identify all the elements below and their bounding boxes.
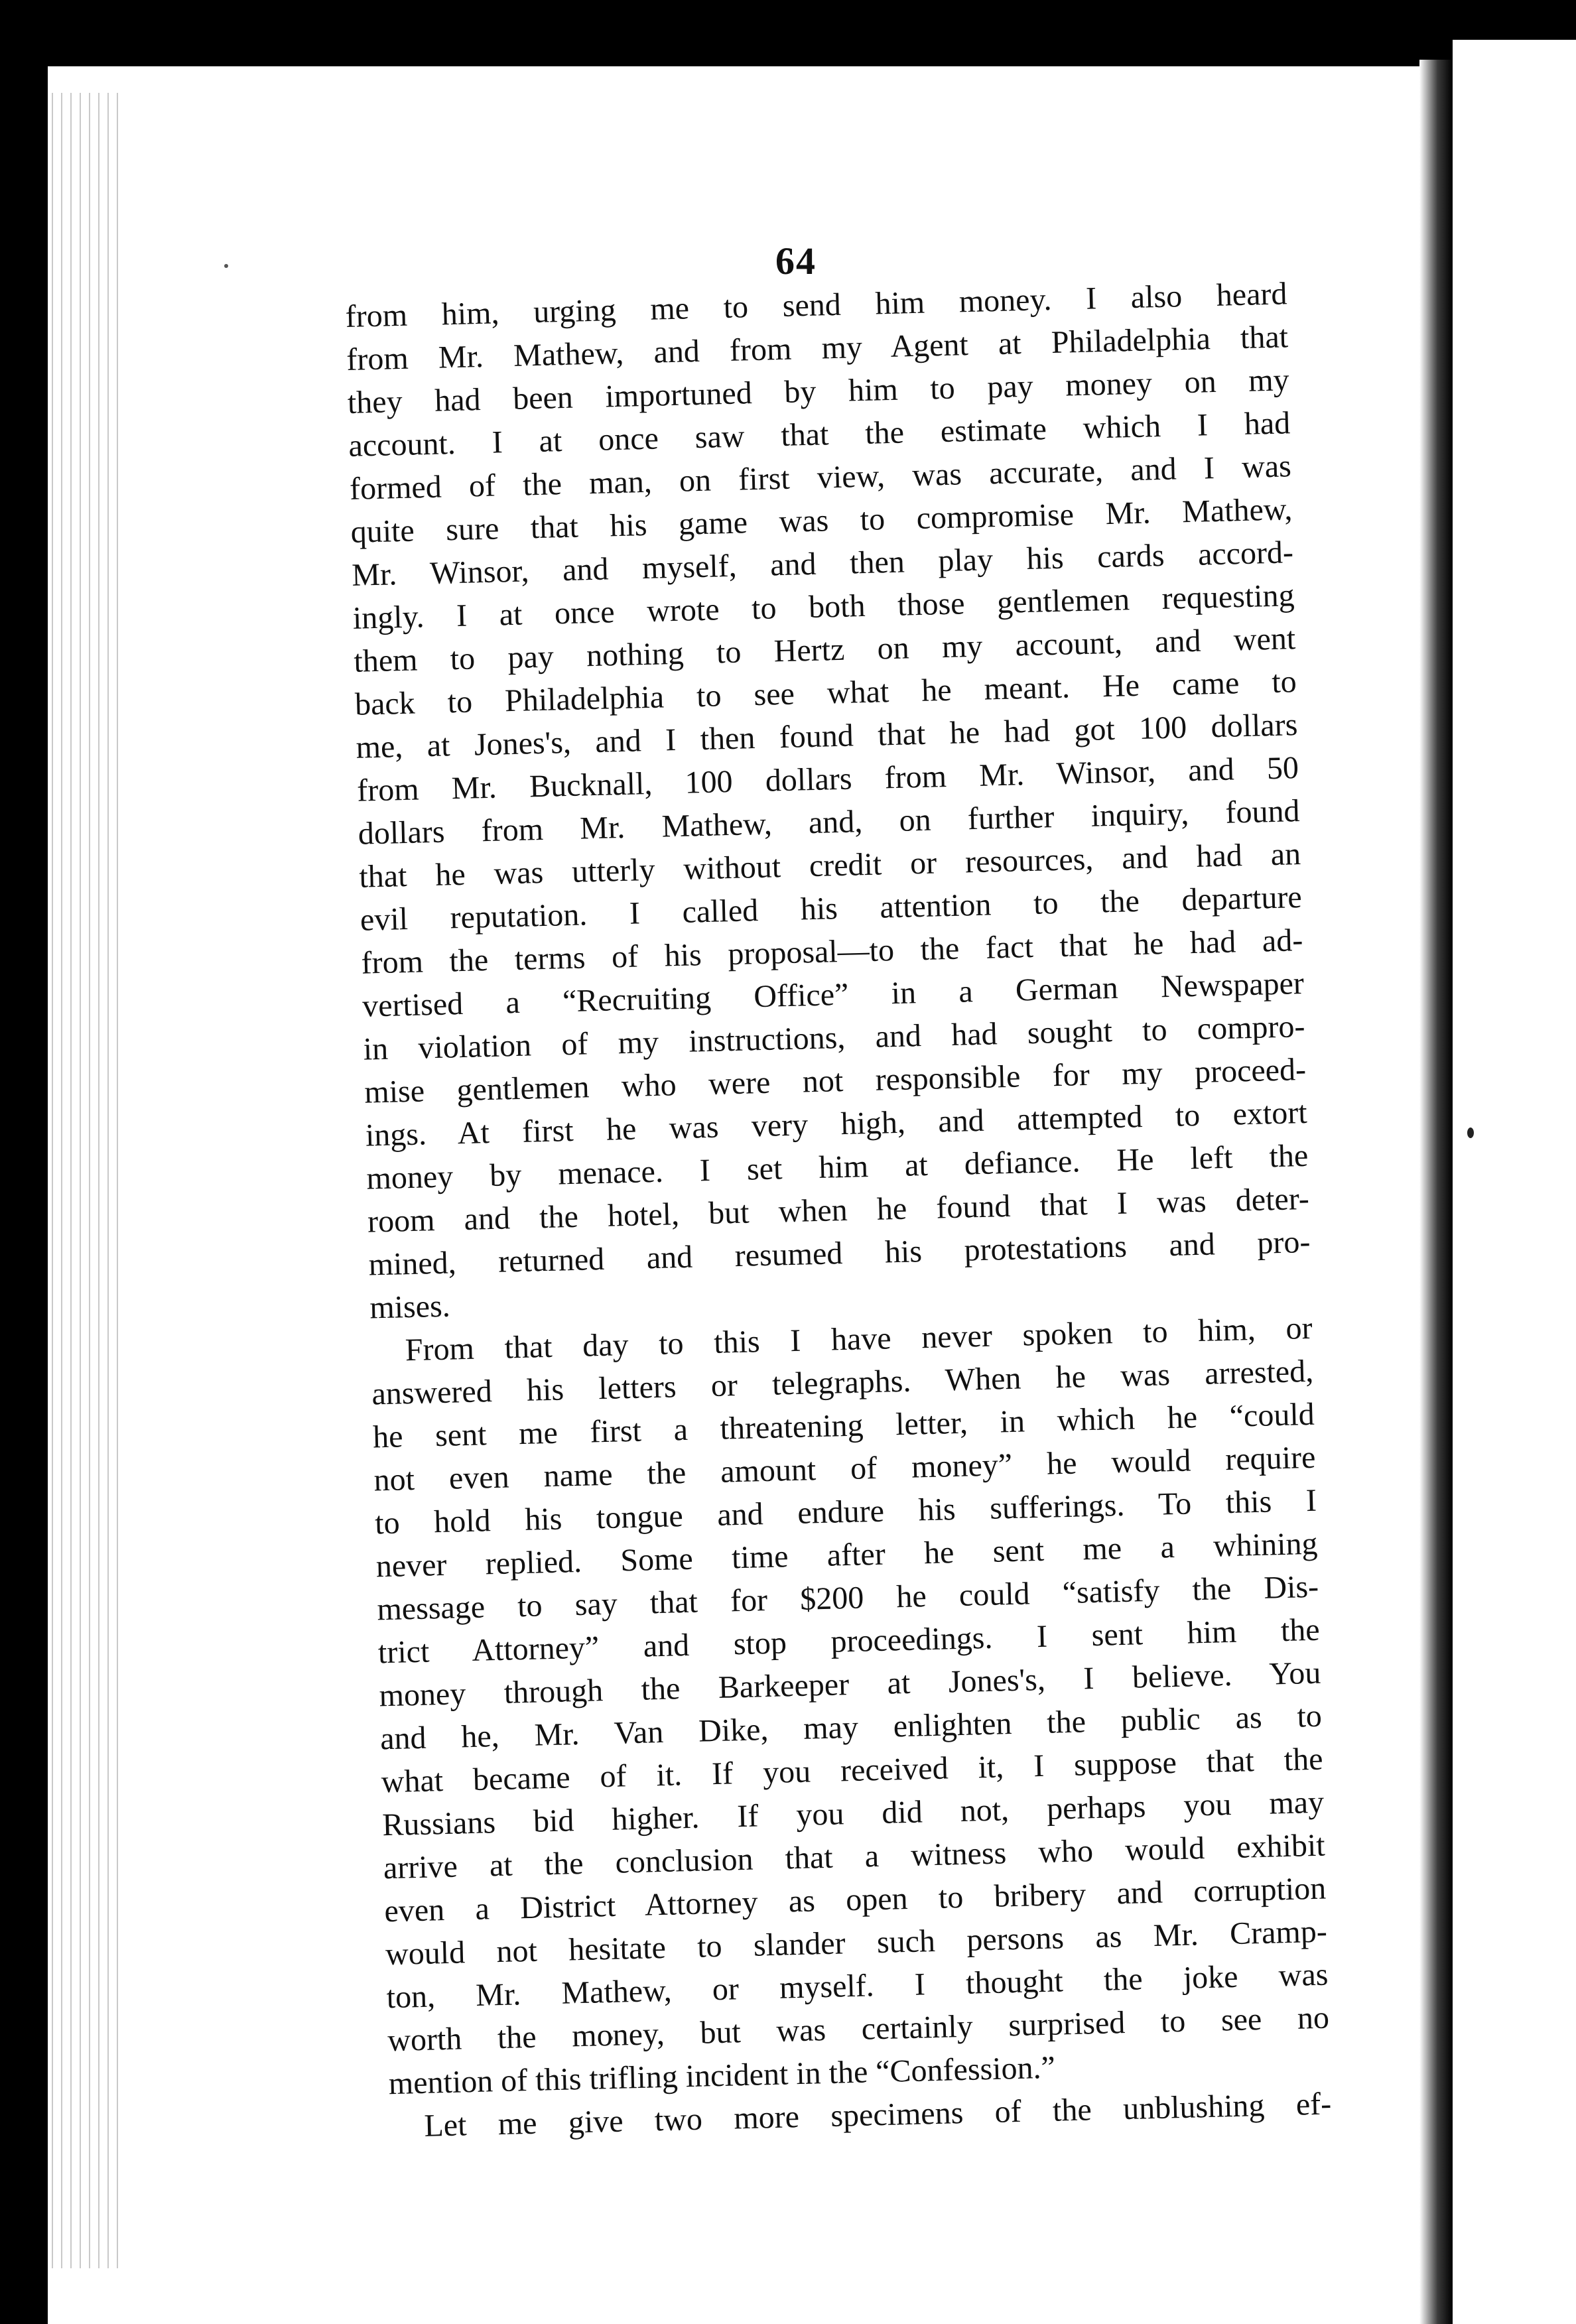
stacked-page-edges — [48, 93, 121, 2268]
text-line: from him, urging me to send him money. I also heard — [345, 276, 1288, 334]
text-line: trict Attorney” and stop proceedings. I sent him the — [377, 1612, 1321, 1671]
text-line: ingly. I at once wrote to both those gentlemen requesting — [352, 578, 1295, 636]
book-gutter — [1419, 60, 1453, 2324]
text-line: even a District Attorney as open to bribery and corruption — [383, 1870, 1327, 1929]
paragraph-start-line: From that day to this I have never spoken to him, or — [405, 1310, 1313, 1368]
text-line: room and the hotel, but when he found that I was deter- — [367, 1181, 1310, 1240]
text-line: from Mr. Bucknall, 100 dollars from Mr. Winsor, and 50 — [356, 750, 1299, 808]
text-line: dollars from Mr. Mathew, and, on further inquiry, found — [358, 793, 1301, 852]
text-line: answered his letters or telegraphs. When he was arrested, — [371, 1353, 1314, 1412]
text-line: to hold his tongue and endure his sufferings. To this I — [374, 1482, 1317, 1541]
text-line: from Mr. Mathew, and from my Agent at Philadelphia that — [346, 319, 1289, 377]
text-line: arrive at the conclusion that a witness who would exhibit — [383, 1827, 1326, 1886]
text-line: Russians bid higher. If you did not, perhaps you may — [381, 1784, 1325, 1843]
text-line: mises. — [369, 1288, 451, 1326]
body-text — [345, 272, 1332, 2148]
text-line: would not hesitate to slander such persons as Mr. Cramp- — [385, 1913, 1328, 1972]
text-line: ings. At first he was very high, and attempted to extort — [365, 1094, 1308, 1153]
paper-speck — [224, 264, 228, 268]
page-number: 64 — [775, 239, 817, 283]
paper-mark — [1467, 1128, 1474, 1138]
text-line: money by menace. I set him at defiance. He left the — [365, 1137, 1309, 1196]
text-line: mined, returned and resumed his protestations and pro- — [368, 1224, 1311, 1283]
text-line: never replied. Some time after he sent me a whining — [375, 1525, 1319, 1584]
text-line: what became of it. If you received it, I suppose that the — [381, 1741, 1324, 1800]
text-line: mention of this trifling incident in the “Confession.” — [388, 2049, 1056, 2102]
text-line: mise gentlemen who were not responsible for my proceed- — [363, 1051, 1307, 1110]
text-line: that he was utterly without credit or resources, and had an — [358, 836, 1301, 895]
text-line: they had been importuned by him to pay money on my — [347, 362, 1290, 420]
text-line: back to Philadelphia to see what he meant. He came to — [354, 664, 1297, 722]
text-line: account. I at once saw that the estimate which I had — [348, 405, 1291, 464]
text-line: them to pay nothing to Hertz on my account, and went — [353, 621, 1296, 679]
text-line: Mr. Winsor, and myself, and then play his cards accord- — [351, 535, 1294, 593]
text-line: not even name the amount of money” he would require — [373, 1439, 1316, 1498]
paragraph-start-line: Let me give two more specimens of the unblushing ef- — [423, 2086, 1332, 2144]
text-line: money through the Barkeeper at Jones's, I believe. You — [378, 1655, 1321, 1714]
text-line: he sent me first a threatening letter, in which he “could — [372, 1396, 1315, 1455]
text-line: in violation of my instructions, and had sought to compro- — [363, 1008, 1306, 1067]
text-line: and he, Mr. Van Dike, may enlighten the public as to — [379, 1698, 1323, 1757]
text-line: from the terms of his proposal—to the fact that he had ad- — [360, 923, 1303, 981]
text-line: me, at Jones's, and I then found that he had got 100 dollars — [356, 707, 1298, 765]
text-line: worth the money, but was certainly surprised to see no — [387, 2000, 1330, 2059]
facing-page-edge — [1453, 40, 1576, 2324]
text-line: evil reputation. I called his attention to the departure — [360, 879, 1303, 938]
text-line: quite sure that his game was to compromise Mr. Mathew, — [350, 491, 1293, 550]
text-line: message to say that for $200 he could “satisfy the Dis- — [376, 1569, 1319, 1628]
text-line: vertised a “Recruiting Office” in a German Newspaper — [361, 965, 1305, 1024]
text-line: ton, Mr. Mathew, or myself. I thought the joke was — [386, 1957, 1329, 2016]
text-line: formed of the man, on first view, was accurate, and I was — [349, 448, 1292, 507]
